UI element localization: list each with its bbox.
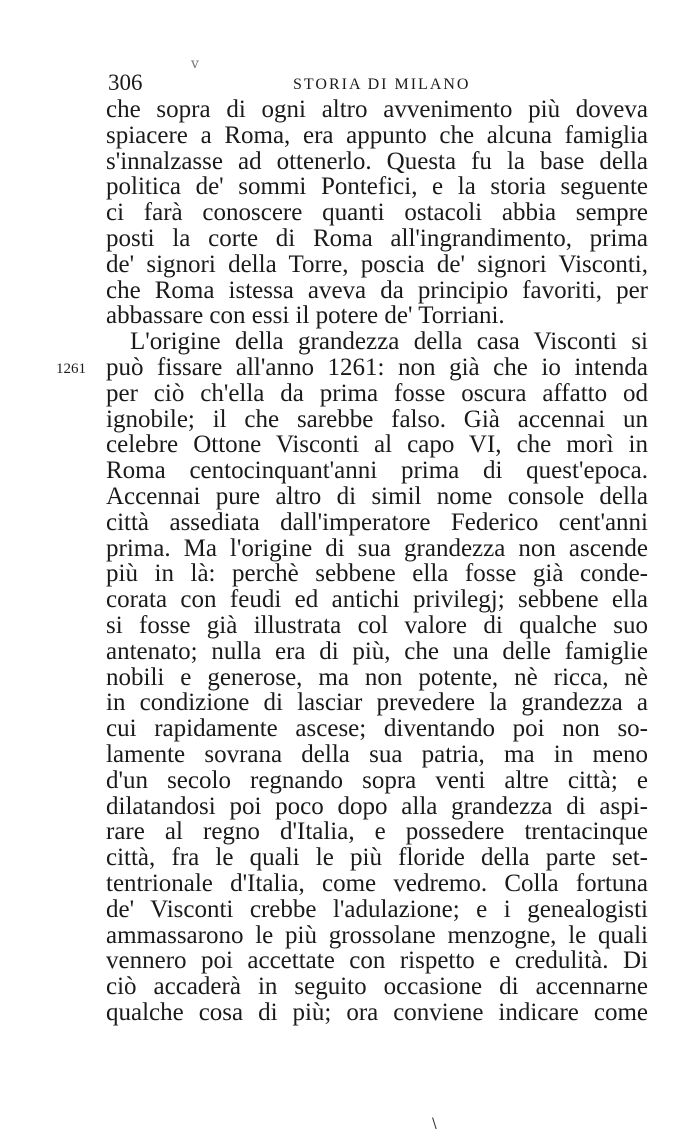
text-line: città assediata dall'imperatore Federico cent'anni (106, 508, 648, 536)
text-line: città, fra le quali le più floride della parte set- (106, 844, 648, 872)
text-line: antenato; nulla era di più, che una delle famiglie (106, 637, 648, 665)
text-line: ci farà conoscere quanti ostacoli abbia sempre (106, 199, 648, 227)
text-line: prima. Ma l'origine di sua grandezza non ascende (106, 534, 648, 562)
text-line: tentrionale d'Italia, come vedremo. Colla fortuna (106, 869, 648, 897)
body-text (106, 97, 648, 1026)
text-line: dilatandosi poi poco dopo alla grandezza di aspi- (106, 792, 648, 820)
text-line: per ciò ch'ella da prima fosse oscura affatto od (106, 379, 648, 407)
text-line: che sopra di ogni altro avvenimento più doveva (106, 96, 648, 123)
text-line: ignobile; il che sarebbe falso. Già accennai un (106, 405, 648, 433)
ink-speck-bottom: \ (432, 1116, 437, 1132)
running-head: STORIA DI MILANO (293, 76, 471, 93)
paragraph-first-line: L'origine della grandezza della casa Visconti si (130, 328, 648, 356)
text-line: posti la corte di Roma all'ingrandimento, prima (106, 224, 648, 252)
text-line: ciò accaderà in seguito occasione di accennarne (106, 973, 648, 1001)
text-line: rare al regno d'Italia, e possedere trentacinque (106, 818, 648, 846)
page-number: 306 (108, 70, 143, 95)
text-line: celebre Ottone Visconti al capo VI, che morì in (106, 431, 648, 459)
text-line: abbassare con essi il potere de' Torriani. (106, 302, 505, 330)
text-line: spiacere a Roma, era appunto che alcuna famiglia (106, 121, 648, 149)
text-line: s'innalzasse ad ottenerlo. Questa fu la base della (106, 147, 648, 175)
text-line: nobili e generose, ma non potente, nè ricca, nè (106, 663, 648, 691)
text-line: cui rapidamente ascese; diventando poi non so- (106, 715, 648, 743)
text-line: si fosse già illustrata col valore di qualche suo (106, 611, 648, 639)
text-line: lamente sovrana della sua patria, ma in meno (106, 740, 648, 768)
text-line: più in là: perchè sebbene ella fosse già conde- (106, 560, 648, 588)
text-line: d'un secolo regnando sopra venti altre città; e (106, 766, 648, 794)
text-line: Roma centocinquant'anni prima di quest'epoca. (106, 457, 648, 485)
ink-speck-top: v (191, 56, 199, 72)
text-line: de' Visconti crebbe l'adulazione; e i genealogisti (106, 895, 648, 923)
text-line: de' signori della Torre, poscia de' signori Visconti, (106, 250, 648, 278)
margin-year-note: 1261 (56, 361, 86, 377)
text-line: in condizione di lasciar prevedere la grandezza a (106, 689, 648, 717)
text-line: politica de' sommi Pontefici, e la storia seguente (106, 173, 648, 201)
text-line: corata con feudi ed antichi privilegj; sebbene ella (106, 586, 648, 614)
text-line: Accennai pure altro di simil nome console della (106, 482, 648, 510)
text-line: ammassarono le più grossolane menzogne, le quali (106, 921, 648, 949)
text-line: può fissare all'anno 1261: non già che io intenda (106, 353, 648, 381)
text-line: vennero poi accettate con rispetto e credulità. Di (106, 947, 648, 975)
text-line: qualche cosa di più; ora conviene indicare come (106, 998, 648, 1026)
text-line: che Roma istessa aveva da principio favoriti, per (106, 276, 648, 304)
